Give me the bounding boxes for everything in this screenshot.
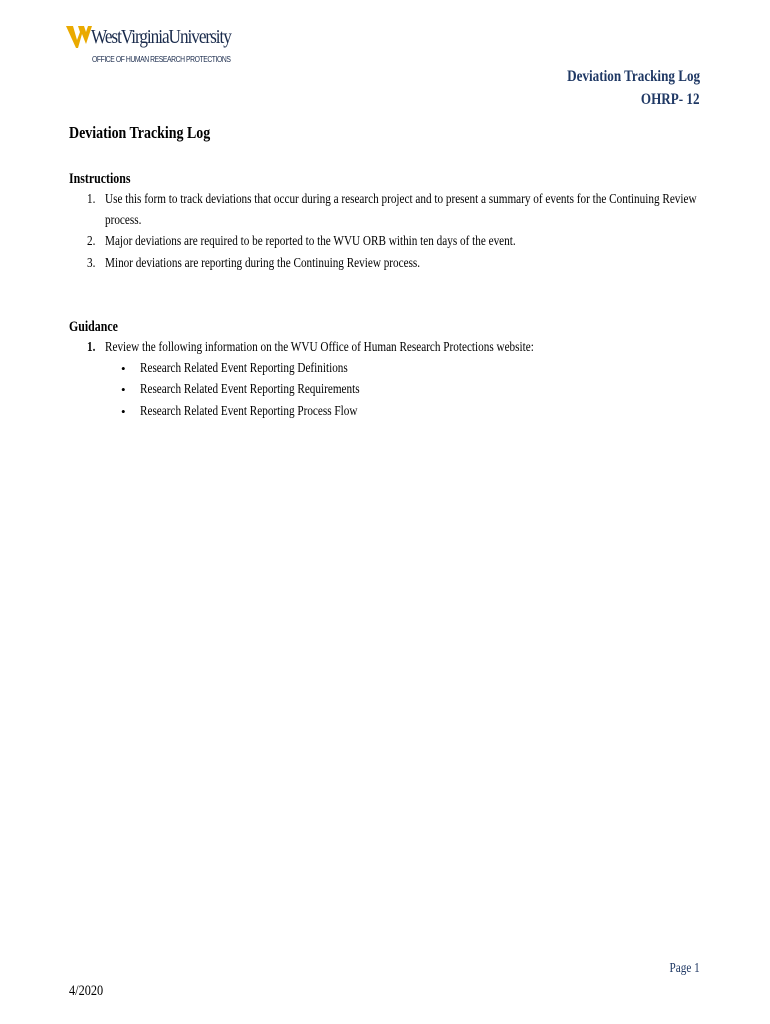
instruction-2-text: Major deviations are required to be reported to the WVU ORB within ten days of the event. — [105, 234, 516, 249]
guidance-link-definitions[interactable]: Research Related Event Reporting Definitions — [140, 361, 348, 376]
logo-name: WestVirginiaUniversity — [91, 26, 231, 48]
bullet-3-icon: • — [121, 404, 126, 419]
instruction-1-continuation: process. — [105, 213, 142, 228]
guidance-link-requirements[interactable]: Research Related Event Reporting Requirements — [140, 382, 360, 397]
logo-subtitle: OFFICE OF HUMAN RESEARCH PROTECTIONS — [92, 55, 231, 64]
bullet-2-icon: • — [121, 382, 126, 397]
instruction-2-number: 2. — [87, 234, 96, 249]
page-number: Page 1 — [669, 961, 700, 976]
instruction-3-text: Minor deviations are reporting during the Continuing Review process. — [105, 256, 421, 271]
page-title: Deviation Tracking Log — [69, 123, 211, 142]
instruction-1-text: Use this form to track deviations that occur during a research project and to present a summary of events for the Continuing Review — [105, 192, 697, 207]
instructions-heading: Instructions — [69, 171, 131, 187]
bullet-1-icon: • — [121, 361, 126, 376]
wvu-logo — [66, 22, 236, 68]
guidance-link-process-flow[interactable]: Research Related Event Reporting Process Flow — [140, 404, 358, 419]
guidance-1-text: Review the following information on the WVU Office of Human Research Protections website: — [105, 340, 534, 355]
flying-wv-icon — [66, 22, 92, 56]
guidance-heading: Guidance — [69, 319, 118, 335]
header-form-title: Deviation Tracking Log — [567, 68, 700, 85]
header-form-number: OHRP- 12 — [641, 91, 700, 108]
guidance-1-number: 1. — [87, 340, 96, 355]
revision-date: 4/2020 — [69, 983, 104, 999]
instruction-3-number: 3. — [87, 256, 96, 271]
instruction-1-number: 1. — [87, 192, 96, 207]
